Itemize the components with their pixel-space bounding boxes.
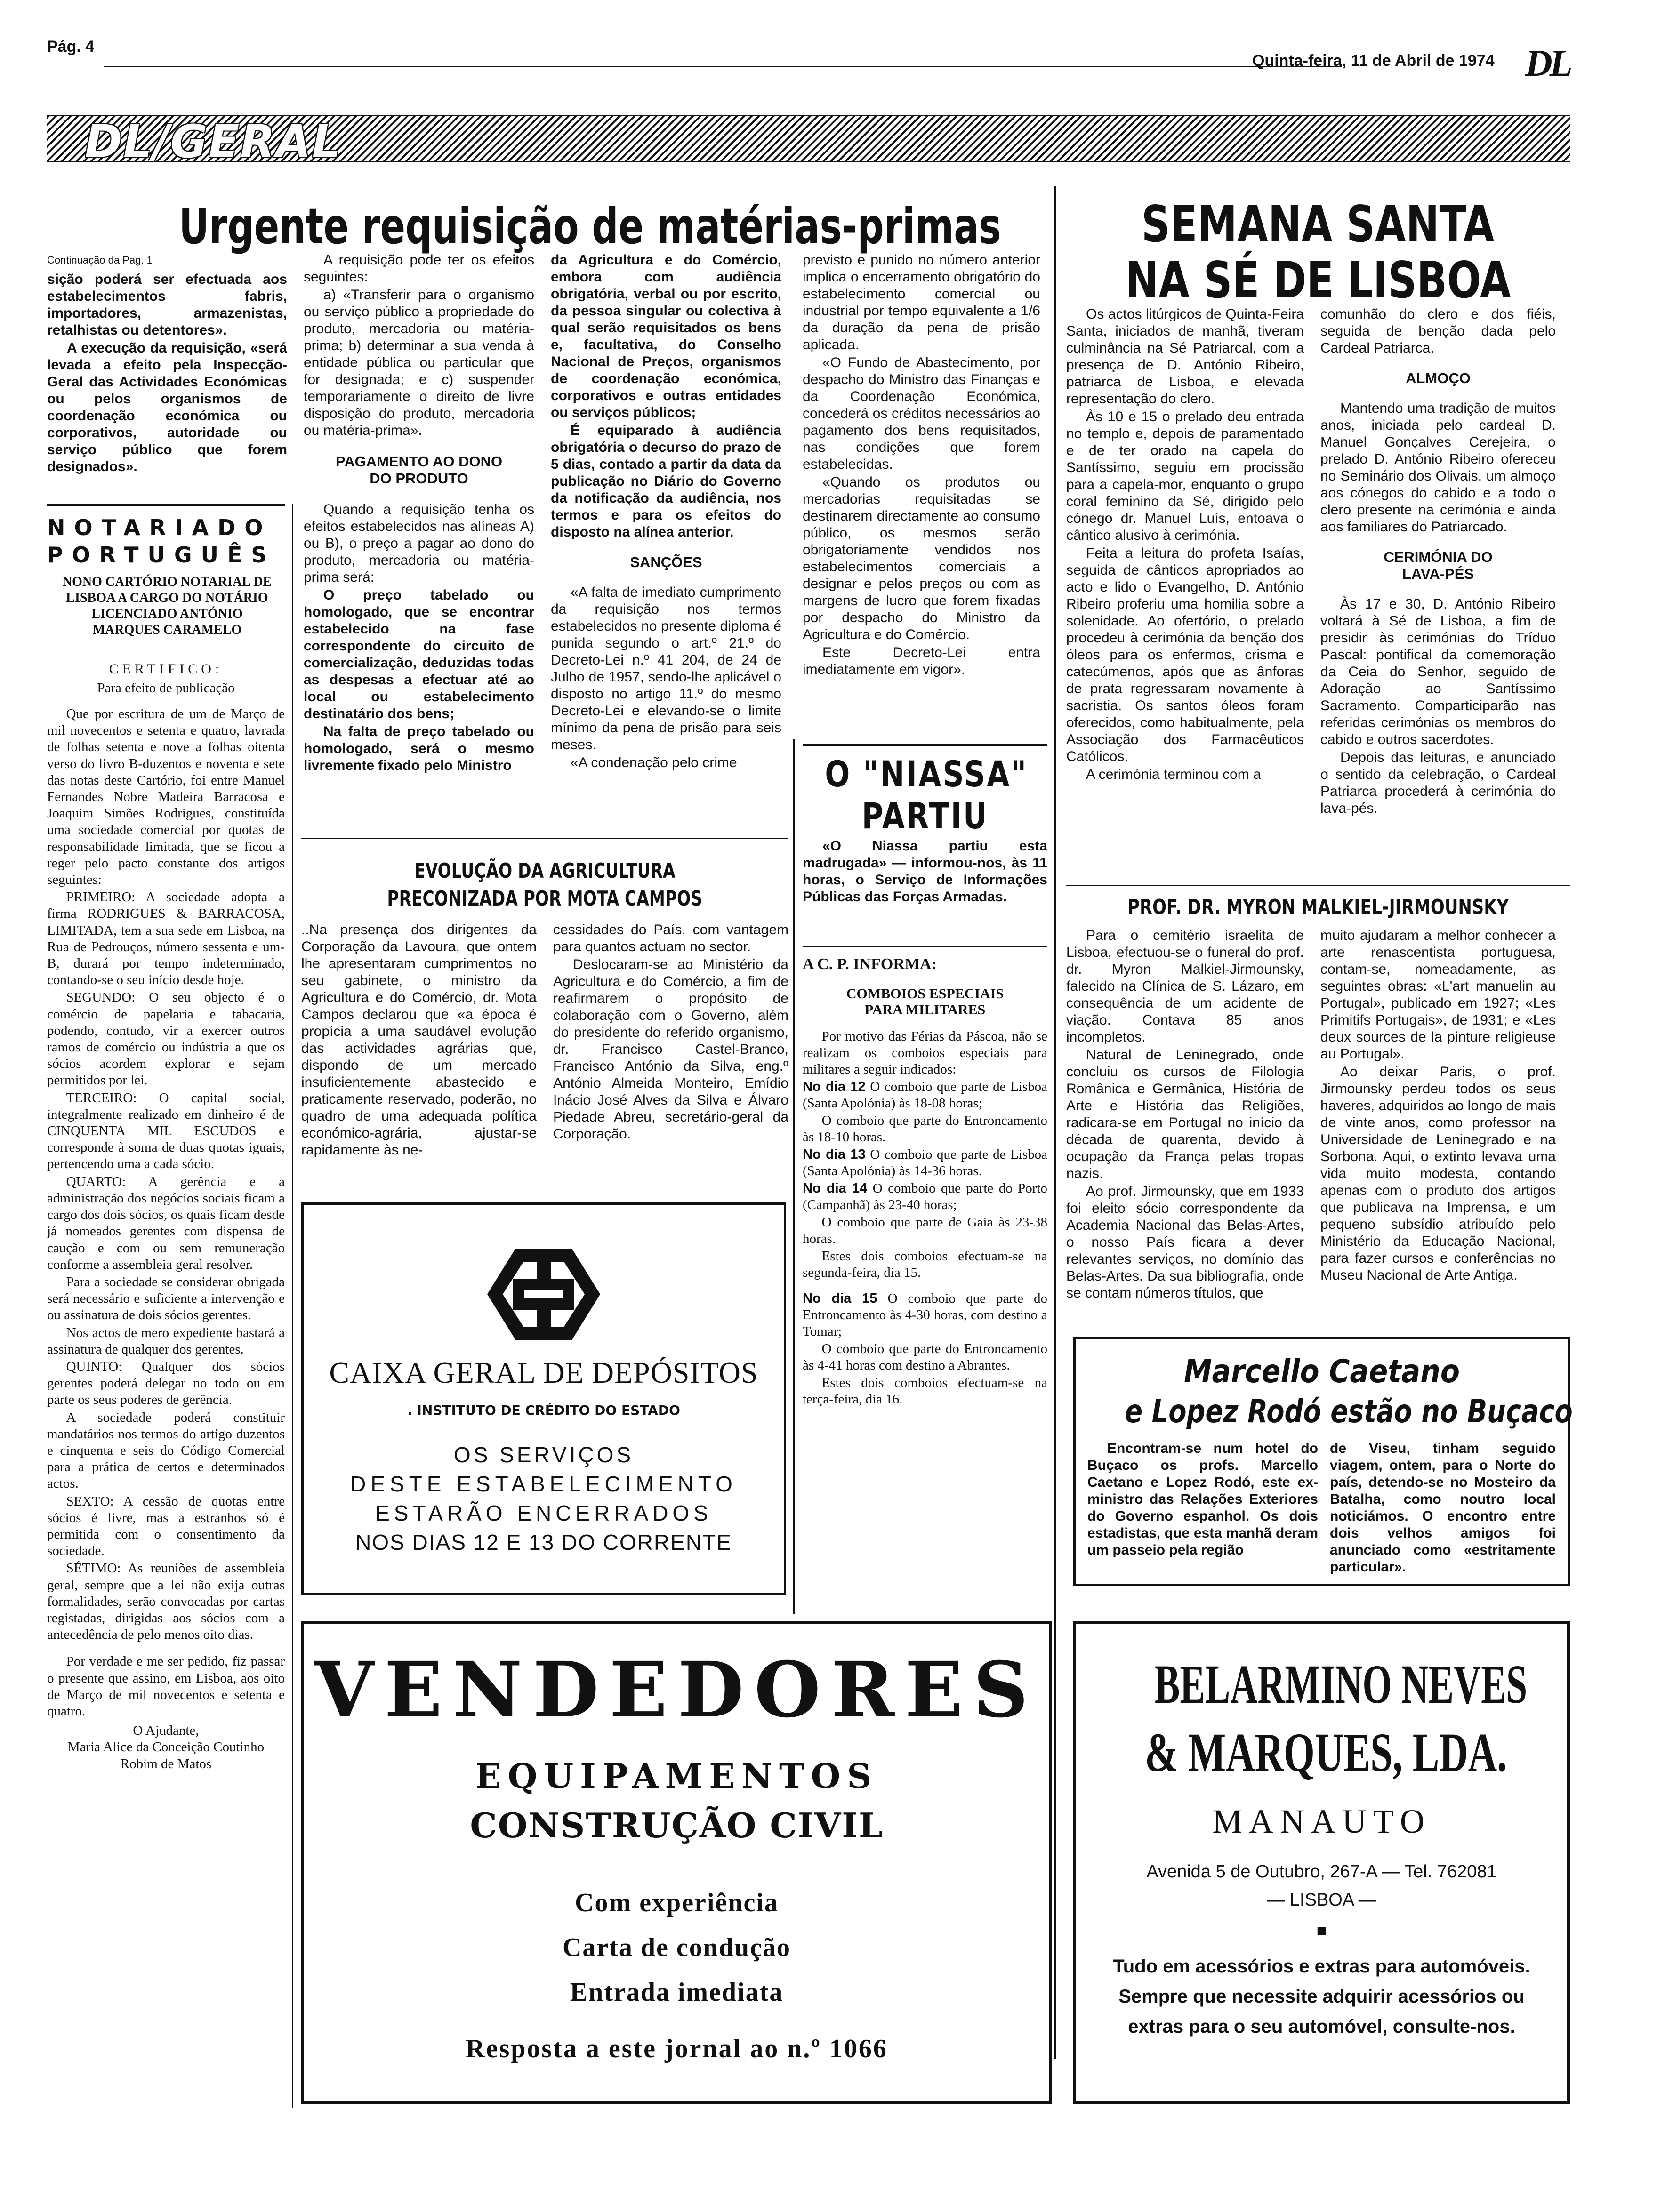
ad-belarmino	[1073, 1621, 1570, 2104]
cgd-line3: ESTARÃO ENCERRADOS	[375, 1501, 712, 1525]
notario-sign-name: Maria Alice da Conceição Coutinho Robim de Matos	[67, 1739, 265, 1771]
cp-day13-a: O comboio que parte de Lisboa (Santa Apolónia) às 14-36 horas.	[803, 1147, 1047, 1178]
cp-day15-a: O comboio que parte do Entroncamento às 4-30 horas, com destino a Tomar;	[803, 1291, 1047, 1339]
requisicao-col3-p2: É equiparado à audiência obrigatória o decurso do prazo de 5 dias, contado a partir da data da publicação no Diário do Governo da notificação da audiência, nos termos e para os efeitos do disposto na alínea anterior.	[551, 423, 781, 540]
subhead-pagamento: PAGAMENTO AO DONO DO PRODUTO	[335, 453, 503, 487]
semana-p2: Às 10 e 15 o prelado deu entrada no templo e, depois de paramentado e de ter orado na capela do Santíssimo, seguiu em procissão para a capela-mor, enquanto o grupo coral feminino da Sé, dirigido pelo cónego dr. Manuel Luís, entoava o cântico alusivo à cerimónia.	[1066, 409, 1304, 543]
marcello-p2: de Viseu, tinham seguido viagem, ontem, para o Norte do país, detendo-se no Mosteiro da Batalha, como noutro local noticiámos. O encontro entre dois velhos amigos foi anunciado como «estritamente particular».	[1330, 1441, 1556, 1575]
marcello-headline	[1076, 1353, 1573, 1430]
cp-body	[803, 1028, 1047, 1409]
cp-sub: COMBOIOS ESPECIAIS PARA MILITARES	[846, 986, 1004, 1018]
cp-note2: Estes dois comboios efectuam-se na terça-feira, dia 16.	[803, 1375, 1047, 1407]
section-rule	[803, 744, 1047, 746]
section-rule	[1066, 885, 1570, 886]
vendedores-l3: Entrada imediata	[570, 1978, 784, 2007]
vendedores-title: VENDEDORES	[314, 1645, 1039, 1735]
section-rule	[803, 946, 1047, 947]
semana-p3: Feita a leitura do profeta Isaías, seguida de cânticos apropriados ao acto e lido o Evangelho, D. António Ribeiro proferiu uma homilia sobre a solenidade. Ao ofertório, o prelado procedeu à cerimónia da benção dos óleos para os enfermos, crisma e catecúmenos, após que as ânforas de prata regressaram novamente à sacristia. Os santos óleos foram oferecidos, como habitualmente, pela Associação dos Farmacêuticos Católicos.	[1066, 545, 1304, 764]
agricultura-col-b	[553, 922, 788, 1144]
semana-col-a	[1066, 306, 1304, 784]
cp-day12	[803, 1079, 1047, 1112]
myron-p4: muito ajudaram a melhor conhecer a arte renascentista portuguesa, contam-se, nomeadamente, as seguintes obras: «L'art manuelin au Portugal», publicado em 1927; «Les Primitifs Portugais», de 1931; e «Les deux sources de la pinture religieuse au Portugal».	[1320, 928, 1556, 1062]
notario-p12: Por verdade e me ser pedido, fiz passar o presente que assino, em Lisboa, aos oito de Março de mil novecentos e setenta e quatro.	[47, 1654, 285, 1719]
niassa-p1: «O Niassa partiu esta madrugada» — informou-nos, às 11 horas, o Serviço de Informações Públicas das Forças Armadas.	[803, 838, 1047, 905]
notario-p11: SÉTIMO: As reuniões de assembleia geral, sempre que a lei não exija outras formalidades, serão convocadas por cartas registadas, dirigidas aos sócios com a antecedência de pelo menos oito dias.	[47, 1561, 285, 1643]
article-notariado	[47, 504, 285, 2104]
notario-p1: Que por escritura de um de Março de mil novecentos e setenta e quatro, lavrada de folhas setenta e nove a folhas oitenta verso do livro B-duzentos e noventa e sete das notas deste Cartório, foi entre Manuel Fernandes Nobre Madeira Barracosa e Joaquim Simões Rodrigues, constituída uma sociedade comercial por quotas de responsabilidade limitada, que se ficou a reger pelo pacto constante dos artigos seguintes:	[47, 706, 285, 888]
masthead-logo: DL	[1525, 43, 1570, 84]
marcello-p1: Encontram-se num hotel do Buçaco os profs. Marcello Caetano e Lopez Rodó, este ex-ministro das Relações Exteriores do Governo espanhol. Os dois estadistas, que esta manhã deram um passeio pela região	[1087, 1441, 1318, 1558]
notario-title-line2: PORTUGUÊS	[47, 542, 276, 568]
requisicao-col2-p3: Quando a requisição tenha os efeitos estabelecidos nas alíneas A) ou B), o preço a pagar ao dono do produto, mercadoria ou matéria-prima será:	[304, 502, 534, 585]
notario-certifico: CERTIFICO:	[109, 661, 223, 677]
cgd-line2: DESTE ESTABELECIMENTO	[350, 1472, 737, 1496]
requisicao-col4-p1: previsto e punido no número anterior implica o encerramento obrigatório do estabelecimento comercial ou industrial por tempo equivalente a 1/6 da duração da pena de prisão aplicada.	[803, 252, 1040, 353]
requisicao-col3	[551, 252, 781, 772]
requisicao-headline: Urgente requisição de matérias-primas	[179, 198, 1001, 255]
agricultura-col-a	[301, 922, 537, 1160]
myron-col-a	[1066, 927, 1304, 1303]
notario-sign-role: O Ajudante,	[133, 1723, 199, 1739]
semana-col-b	[1320, 306, 1556, 818]
vendedores-l1: Com experiência	[575, 1888, 779, 1917]
article-myron	[1066, 885, 1570, 1327]
requisicao-col2-p4: O preço tabelado ou homologado, que se encontrar estabelecido na fase correspondente do circuito de comercialização, deduzidas todas as despesas a efectuar até ao local ou estabelecimento destinatário dos bens;	[304, 587, 534, 721]
article-semana-santa	[1066, 188, 1570, 885]
section-title: DL/GERAL	[85, 115, 342, 168]
belarmino-city: — LISBOA —	[1267, 1890, 1376, 1910]
myron-p3: Ao prof. Jirmounsky, que em 1933 foi eleito sócio correspondente da Academia Nacional das Belas-Artes, o nosso País ficara a dever relevantes serviços, no domínio das Belas-Artes. Da sua bibliografia, onde se contam números títulos, que	[1066, 1184, 1304, 1301]
requisicao-col2-p1: A requisição pode ter os efeitos seguintes:	[304, 252, 534, 285]
requisicao-col3-p3: «A falta de imediato cumprimento da requisição nos termos estabelecidos no presente diploma é punida segundo o art.º 21.º do Decreto-Lei n.º 41 204, de 24 de Julho de 1957, sendo-lhe aplicável o disposto no artigo 11.º do mesmo Decreto-Lei e elevando-se o limite mínimo da pena de prisão para seis meses.	[551, 585, 781, 753]
page-number: Pág. 4	[47, 38, 95, 56]
belarmino-name2: & MARQUES, LDA.	[1145, 1722, 1507, 1783]
cp-day13	[803, 1146, 1047, 1179]
myron-title: PROF. DR. MYRON MALKIEL-JIRMOUNSKY	[1127, 895, 1509, 919]
page-header	[47, 33, 1615, 85]
article-cp	[803, 946, 1047, 1605]
myron-headline	[1066, 895, 1570, 919]
semana-p5: comunhão do clero e dos fiéis, seguida de benção dada pelo Cardeal Patriarca.	[1320, 306, 1556, 356]
cp-day15	[803, 1290, 1047, 1340]
cp-head: A C. P. INFORMA:	[803, 955, 937, 973]
cgd-subtitle: . INSTITUTO DE CRÉDITO DO ESTADO	[407, 1403, 680, 1418]
marcello-title-line2: e Lopez Rodó estão no Buçaco	[1125, 1393, 1573, 1430]
notario-purpose: Para efeito de publicação	[97, 681, 235, 696]
myron-p1: Para o cemitério israelita de Lisboa, efectuou-se o funeral do prof. dr. Myron Malkiel-Jirmounsky, falecido na Clínica de S. Lázaro, em consequência de um acidente de viação. Contava 85 anos incompletos.	[1066, 928, 1304, 1045]
agricultura-title-line1: EVOLUÇÃO DA AGRICULTURA	[414, 859, 676, 883]
continuation-note: Continuação da Pag. 1	[47, 254, 153, 266]
requisicao-col2	[304, 252, 534, 775]
notario-office: NONO CARTÓRIO NOTARIAL DE LISBOA A CARGO DO NOTÁRIO LICENCIADO ANTÓNIO MARQUES CARAMELO	[62, 575, 272, 637]
notario-p10: SEXTO: A cessão de quotas entre sócios é livre, mas a estranhos só é permitida com o consentimento da sociedade.	[47, 1493, 285, 1559]
requisicao-col4-p2: «O Fundo de Abastecimento, por despacho do Ministro das Finanças e da Coordenação Económica, concederá os créditos necessários ao pagamento dos bens requisitados, nas condições que forem estabelecidas.	[803, 355, 1040, 472]
requisicao-col4	[803, 252, 1040, 679]
section-rule	[47, 504, 285, 506]
requisicao-col4-p3: «Quando os produtos ou mercadorias requisitadas se destinarem directamente ao consumo público, os mesmos serão obrigatoriamente vendidos nos estabelecimentos comerciais a designar e pelos preços ou com as margens de lucro que forem fixadas por despacho do Ministro da Agricultura e do Comércio.	[803, 474, 1040, 642]
belarmino-text: Tudo em acessórios e extras para automóveis. Sempre que necessite adquirir acessórios ou extras para o seu automóvel, consulte-nos.	[1113, 1956, 1530, 2037]
semana-p8: Depois das leituras, e anunciado o sentido da celebração, o Cardeal Patriarca procederá à cerimónia do lava-pés.	[1320, 750, 1556, 816]
agricultura-p1: ..Na presença dos dirigentes da Corporação da Lavoura, que ontem lhe apresentaram cumprimentos no seu gabinete, o ministro da Agricultura e do Comércio, dr. Mota Campos declarou que «a época é propícia a uma saudável evolução das actividades agrárias que, dispondo de um mercado insuficientemente abastecido e praticamente reservado, poderão, no quadro de uma adequada política económico-agrária, ajustar-se rapidamente às ne-	[301, 922, 537, 1158]
belarmino-bullet: ■	[1316, 1921, 1327, 1940]
subhead-cerimonia: CERIMÓNIA DO LAVA-PÉS	[1384, 549, 1493, 582]
cp-day15-b: O comboio que parte do Entroncamento às 4-41 horas com destino a Abrantes.	[803, 1341, 1047, 1373]
semana-p7: Às 17 e 30, D. António Ribeiro voltará à Sé de Lisboa, a fim de presidir às cerimónias do Tríduo Pascal: pontifical da comemoração da Ceia do Senhor, seguido de Adoração ao Santíssimo Sacramento. Comparticiparão nas referidas cerimónias os membros do cabido e outros sacerdotes.	[1320, 596, 1556, 747]
cgd-name: CAIXA GERAL DE DEPÓSITOS	[329, 1356, 758, 1389]
semana-p4: A cerimónia terminou com a	[1086, 767, 1261, 782]
vendedores-l2: Carta de condução	[562, 1933, 791, 1962]
agricultura-headline	[301, 859, 788, 911]
notario-p9: A sociedade poderá constituir mandatários nos termos do artigo duzentos e cinquenta e seis do Código Comercial para a prática de certos e determinados actos.	[47, 1410, 285, 1491]
agricultura-title-line2: PRECONIZADA POR MOTA CAMPOS	[387, 887, 703, 911]
requisicao-col3-p4: «A condenação pelo crime	[571, 755, 737, 770]
ad-vendedores	[301, 1621, 1052, 2104]
article-agricultura	[301, 838, 788, 1181]
requisicao-col2-p5: Na falta de preço tabelado ou homologado, será o mesmo livremente fixado pelo Ministro	[304, 724, 534, 773]
belarmino-name1: BELARMINO NEVES	[1154, 1653, 1528, 1715]
ad-cgd	[301, 1202, 786, 1595]
column-rule	[1054, 186, 1056, 2059]
semana-p6: Mantendo uma tradição de muitos anos, iniciada pelo cardeal D. Manuel Gonçalves Cerejeira, o prelado D. António Ribeiro ofereceu no Seminário dos Olivais, um almoço aos cónegos do cabido e a todo o clero presente na cerimónia e ainda aos familiares do Patriarcado.	[1320, 401, 1556, 535]
section-rule	[301, 838, 788, 839]
cp-day12-a: O comboio que parte de Lisboa (Santa Apolónia) às 18-08 horas;	[803, 1079, 1047, 1111]
semana-p1: Os actos litúrgicos de Quinta-Feira Santa, iniciados de manhã, tiveram culminância na Sé Patriarcal, com a presença de D. António Ribeiro, patriarca de Lisboa, e elevada representação do clero.	[1066, 306, 1304, 407]
article-niassa	[803, 744, 1047, 946]
cgd-notice	[304, 1440, 784, 1557]
myron-p2: Natural de Leninegrado, onde concluiu os cursos de Filologia Românica e Germânica, História de Arte e História das Religiões, radicara-se em Portugal no início da década de quarenta, devido à ocupação da França pelas tropas nazis.	[1066, 1047, 1304, 1181]
vendedores-sub1: EQUIPAMENTOS	[475, 1756, 878, 1796]
requisicao-col2-p2: a) «Transferir para o organismo ou serviço público a propriedade do produto, mercadoria ou matéria-prima; b) determinar a sua venda à entidade pública ou particular que for designada; e c) suspender temporariamente o direito de livre disposição do produto, mercadoria ou matéria-prima».	[304, 287, 534, 438]
column-rule	[793, 739, 795, 1614]
semana-headline	[1066, 195, 1570, 309]
myron-col-b	[1320, 927, 1556, 1285]
niassa-title-line2: PARTIU	[861, 795, 989, 837]
notario-title	[47, 515, 285, 568]
marcello-col-b	[1330, 1440, 1556, 1577]
agricultura-p2: cessidades do País, com vantagem para quantos actuam no sector.	[553, 922, 788, 954]
cp-day14-b: O comboio que parte de Gaia às 23-38 horas.	[803, 1215, 1047, 1246]
requisicao-col1	[47, 254, 287, 476]
cp-note1: Estes dois comboios efectuam-se na segunda-feira, dia 15.	[803, 1249, 1047, 1280]
notario-p2: PRIMEIRO: A sociedade adopta a firma RODRIGUES & BARRACOSA, LIMITADA, tem a sua sede em Lisboa, na Rua de Pedrouços, número sessenta e um-B, durará por tempo indeterminado, contando-se o seu início desde hoje.	[47, 890, 285, 988]
semana-title-line2: NA SÉ DE LISBOA	[1125, 251, 1511, 309]
subhead-sancoes: SANÇÕES	[630, 554, 702, 570]
notario-body	[47, 706, 285, 1772]
marcello-col-a	[1087, 1440, 1318, 1560]
agricultura-p3: Deslocaram-se ao Ministério da Agricultura e do Comércio, a fim de reafirmarem o propósito de colaboração com o Governo, além do presidente do referido organismo, dr. Francisco Castel-Branco, Francisco António da Silva, eng.º António Almeida Monteiro, Emídio Inácio José Alves da Silva e Álvaro Piedade Abreu, secretário-geral da Corporação.	[553, 957, 788, 1142]
cgd-line4: NOS DIAS 12 E 13 DO CORRENTE	[355, 1530, 732, 1555]
requisicao-col1-p1: sição poderá ser efectuada aos estabelecimentos fabris, importadores, armazenistas, retalhistas ou detentores».	[47, 272, 287, 338]
myron-p5: Ao deixar Paris, o prof. Jirmounsky perdeu todos os seus haveres, adquiridos ao longo de mais de vinte anos, como professor na Universidade de Leninegrado e na Sorbona. Aqui, o extinto levava uma vida muito modesta, contando apenas com o produto dos artigos que publicava na Imprensa, e um pequeno subsídio atribuído pelo Ministério da Educação Nacional, para fazer cursos e conferências no Museu Nacional de Arte Antiga.	[1320, 1064, 1556, 1283]
niassa-text	[803, 838, 1047, 906]
vendedores-l4: Resposta a este jornal ao n.º 1066	[466, 2034, 888, 2063]
notario-p8: QUINTO: Qualquer dos sócios gerentes poderá delegar no todo ou em parte os seus poderes de gerência.	[47, 1359, 285, 1408]
niassa-headline	[803, 753, 1047, 837]
requisicao-col3-p1: da Agricultura e do Comércio, embora com audiência obrigatória, verbal ou por escrito, da pessoa singular ou colectiva à qual serão requisitados os bens e, facultativa, do Conselho Nacional de Preços, organismos de coordenação económica, corporativos e outras entidades ou serviços públicos;	[551, 252, 781, 420]
semana-title-line1: SEMANA SANTA	[1142, 195, 1495, 253]
cp-day12-label: No dia 12	[803, 1079, 866, 1094]
notario-p4: TERCEIRO: O capital social, integralmente realizado em dinheiro é de CINQUENTA MIL ESCUDOS e corresponde à soma de duas quotas iguais, pertencendo uma a cada sócio.	[47, 1090, 285, 1172]
notario-p6: Para a sociedade se considerar obrigada será necessário e suficiente a intervenção e ou assinatura de dois sócios gerentes.	[47, 1274, 285, 1323]
cp-day15-label: No dia 15	[803, 1291, 877, 1306]
subhead-almoco: ALMOÇO	[1406, 370, 1471, 386]
cp-day12-b: O comboio que parte do Entroncamento às 18-10 horas.	[803, 1113, 1047, 1145]
notario-p3: SEGUNDO: O seu objecto é o comércio de papelaria e tabacaria, podendo, contudo, vir a exercer outros ramos de comércio ou indústria a que os sócios acordem explorar e sejam permitidos por lei.	[47, 990, 285, 1088]
header-rule	[104, 66, 1342, 67]
requisicao-col4-p4: Este Decreto-Lei entra imediatamente em vigor».	[803, 645, 1040, 677]
issue-date: Quinta-feira, 11 de Abril de 1974	[1252, 52, 1495, 70]
article-marcello	[1073, 1337, 1573, 1586]
requisicao-col1-p2: A execução da requisição, «será levada a efeito pela Inspecção-Geral das Actividades Económicas ou pelos organismos de coordenação económica ou corporativos, autoridade ou serviço público que forem designados».	[47, 340, 287, 474]
section-banner	[47, 115, 1570, 168]
cp-day14-a: O comboio que parte do Porto (Campanhã) às 23-40 horas;	[803, 1181, 1047, 1212]
notario-title-line1: NOTARIADO	[47, 515, 272, 540]
vendedores-sub2: CONSTRUÇÃO CIVIL	[470, 1805, 884, 1845]
cp-day14	[803, 1180, 1047, 1213]
cp-intro: Por motivo das Férias da Páscoa, não se realizam os comboios especiais para militares a seguir indicados:	[803, 1029, 1047, 1077]
cgd-logo	[485, 1245, 603, 1344]
cp-day13-label: No dia 13	[803, 1147, 866, 1162]
cgd-line1: OS SERVIÇOS	[453, 1443, 634, 1467]
marcello-title-line1: Marcello Caetano	[1183, 1353, 1460, 1390]
belarmino-address: Avenida 5 de Outubro, 267-A — Tel. 762081	[1146, 1862, 1497, 1882]
notario-p7: Nos actos de mero expediente bastará a assinatura de qualquer dos gerentes.	[47, 1325, 285, 1357]
cp-day14-label: No dia 14	[803, 1181, 868, 1196]
belarmino-brand: MANAUTO	[1212, 1803, 1431, 1840]
notario-p5: QUARTO: A gerência e a administração dos negócios sociais ficam a cargo dos dois sócios, os quais ficam desde já nomeados gerentes com dispensa de caução e com ou sem remuneração conforme a assembleia geral resolver.	[47, 1174, 285, 1272]
niassa-title-line1: O "NIASSA"	[825, 753, 1028, 795]
column-rule	[292, 504, 293, 2108]
